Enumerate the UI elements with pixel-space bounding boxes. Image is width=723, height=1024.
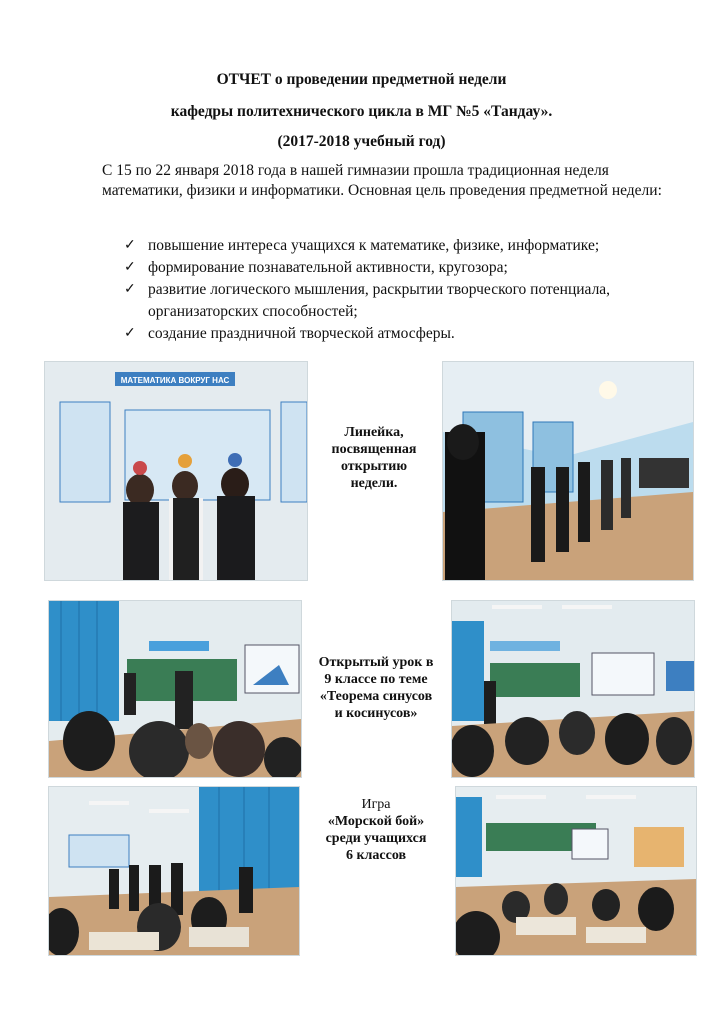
goal-item <box>124 235 684 257</box>
goal-text: создание праздничной творческой атмосферы. <box>148 325 455 342</box>
checkmark-icon: ✓ <box>124 238 136 253</box>
goal-item <box>124 257 684 279</box>
photo-banner-text: МАТЕМАТИКА ВОКРУГ НАС <box>120 376 230 385</box>
goal-text: повышение интереса учащихся к математике, физике, информатике; <box>148 237 600 254</box>
caption-opening: Линейка, посвященная открытию недели. <box>331 425 417 491</box>
goal-text: формирование познавательной активности, кругозора; <box>148 259 508 276</box>
goal-text: развитие логического мышления, раскрытии творческого потенциала, организаторских способностей; <box>148 281 611 320</box>
photo-lesson-class <box>451 600 695 778</box>
photo-game-class <box>48 786 300 956</box>
photo-lesson-board <box>48 600 302 778</box>
photo-opening-girls <box>44 361 308 581</box>
report-title: ОТЧЕТ о проведении предметной недели <box>216 71 507 88</box>
photo-game-wide <box>455 786 697 956</box>
intro-paragraph: С 15 по 22 января 2018 года в нашей гимназии прошла традиционная неделя математики, физики и информатики. Основная цель проведения предметной недели: <box>102 162 662 199</box>
checkmark-icon: ✓ <box>124 282 136 297</box>
photo-opening-corridor <box>442 361 694 581</box>
caption-game: Игра «Морской бой» среди учащихся 6 классов <box>325 797 427 863</box>
goal-item <box>124 279 684 323</box>
checkmark-icon: ✓ <box>124 260 136 275</box>
caption-lesson: Открытый урок в 9 классе по теме «Теорема синусов и косинусов» <box>318 655 434 721</box>
report-year: (2017-2018 учебный год) <box>277 133 446 150</box>
checkmark-icon: ✓ <box>124 326 136 341</box>
goals-list <box>124 235 684 345</box>
goal-item <box>124 323 684 345</box>
report-subtitle: кафедры политехнического цикла в МГ №5 «Тандау». <box>170 103 553 120</box>
